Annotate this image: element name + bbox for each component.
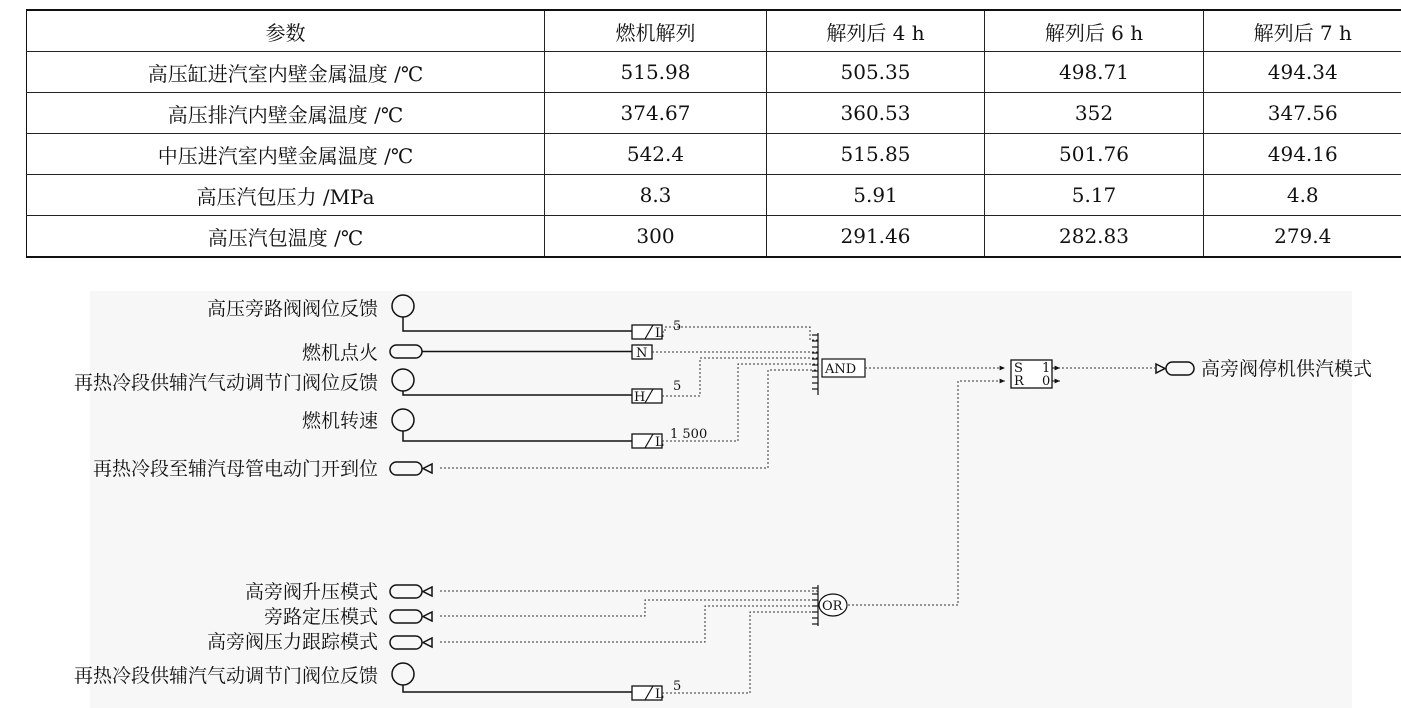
output-label-hp-bypass-shutdown-supply-mode: 高旁阀停机供汽模式 [1201,358,1373,380]
input-label-cold-reheat-valve-feedback: 再热冷段供辅汽气动调节门阀位反馈 [73,372,378,394]
arrow-icon [423,587,432,596]
input-label-gt-ignition: 燃机点火 [301,342,378,364]
table-cell: 515.85 [767,134,985,175]
table-cell: 279.4 [1204,216,1401,258]
sr-q0-label: 0 [1042,374,1051,389]
digital-output-icon [1166,362,1194,375]
table-cell: 高压缸进汽室内壁金属温度 /℃ [27,52,545,93]
header-cell: 解列后 4 h [767,10,985,52]
table-cell: 542.4 [545,134,767,175]
sr-set-label: S [1014,361,1023,376]
input-label-hp-bypass-pressure-tracking-mode: 高旁阀压力跟踪模式 [206,631,378,653]
header-cell: 参数 [27,10,545,52]
input-label-bypass-fixed-pressure-mode: 旁路定压模式 [263,606,378,628]
analog-input-icon [392,409,414,431]
header-cell: 燃机解列 [545,10,767,52]
table-cell: 347.56 [1204,93,1401,134]
table-cell: 4.8 [1204,175,1401,216]
setpoint-label: 5 [673,379,682,394]
comparator-op: H [634,390,646,405]
setpoint-label: 5 [673,319,682,334]
comparator-op: N [636,346,648,361]
arrow-icon [423,464,432,473]
table-cell: 高压排汽内壁金属温度 /℃ [27,93,545,134]
or-gate-label: OR [822,599,843,614]
input-label-cold-reheat-mov-open: 再热冷段至辅汽母管电动门开到位 [92,458,378,480]
table-cell: 300 [545,216,767,258]
table-cell: 高压汽包温度 /℃ [27,216,545,258]
comparator-op: L [655,326,664,341]
input-label-cold-reheat-valve-feedback-2: 再热冷段供辅汽气动调节门阀位反馈 [73,665,378,687]
table-cell: 494.16 [1204,134,1401,175]
digital-input-icon [390,610,422,623]
table-cell: 360.53 [767,93,985,134]
table-cell: 374.67 [545,93,767,134]
analog-input-icon [392,663,414,685]
arrow-icon [1156,364,1165,373]
table-cell: 282.83 [985,216,1204,258]
input-label-gt-speed: 燃机转速 [301,410,378,432]
input-label-hp-bypass-valve-feedback: 高压旁路阀阀位反馈 [206,298,378,320]
table-cell: 5.17 [985,175,1204,216]
header-cell: 解列后 6 h [985,10,1204,52]
table-cell: 501.76 [985,134,1204,175]
digital-input-icon [390,585,422,598]
comparator-op: L [655,687,664,702]
table-cell: 291.46 [767,216,985,258]
digital-input-icon [390,636,422,649]
arrow-icon [423,638,432,647]
table-cell: 8.3 [545,175,767,216]
table-cell: 505.35 [767,52,985,93]
table-cell: 515.98 [545,52,767,93]
analog-input-icon [392,295,414,317]
and-gate-label: AND [825,362,857,377]
sr-reset-label: R [1014,374,1024,389]
table-cell: 5.91 [767,175,985,216]
analog-input-icon [392,369,414,391]
comparator-op: L [655,435,664,450]
table-cell: 高压汽包压力 /MPa [27,175,545,216]
setpoint-label: 1 500 [670,427,708,442]
input-label-hp-bypass-boost-mode: 高旁阀升压模式 [244,581,378,603]
table-cell: 352 [985,93,1204,134]
table-cell: 中压进汽室内壁金属温度 /℃ [27,134,545,175]
digital-input-icon [390,462,422,475]
table-cell: 498.71 [985,52,1204,93]
arrow-icon [423,612,432,621]
table-cell: 494.34 [1204,52,1401,93]
header-cell: 解列后 7 h [1204,10,1401,52]
sr-q1-label: 1 [1042,361,1051,376]
setpoint-label: 5 [673,679,682,694]
digital-input-icon [390,345,422,358]
